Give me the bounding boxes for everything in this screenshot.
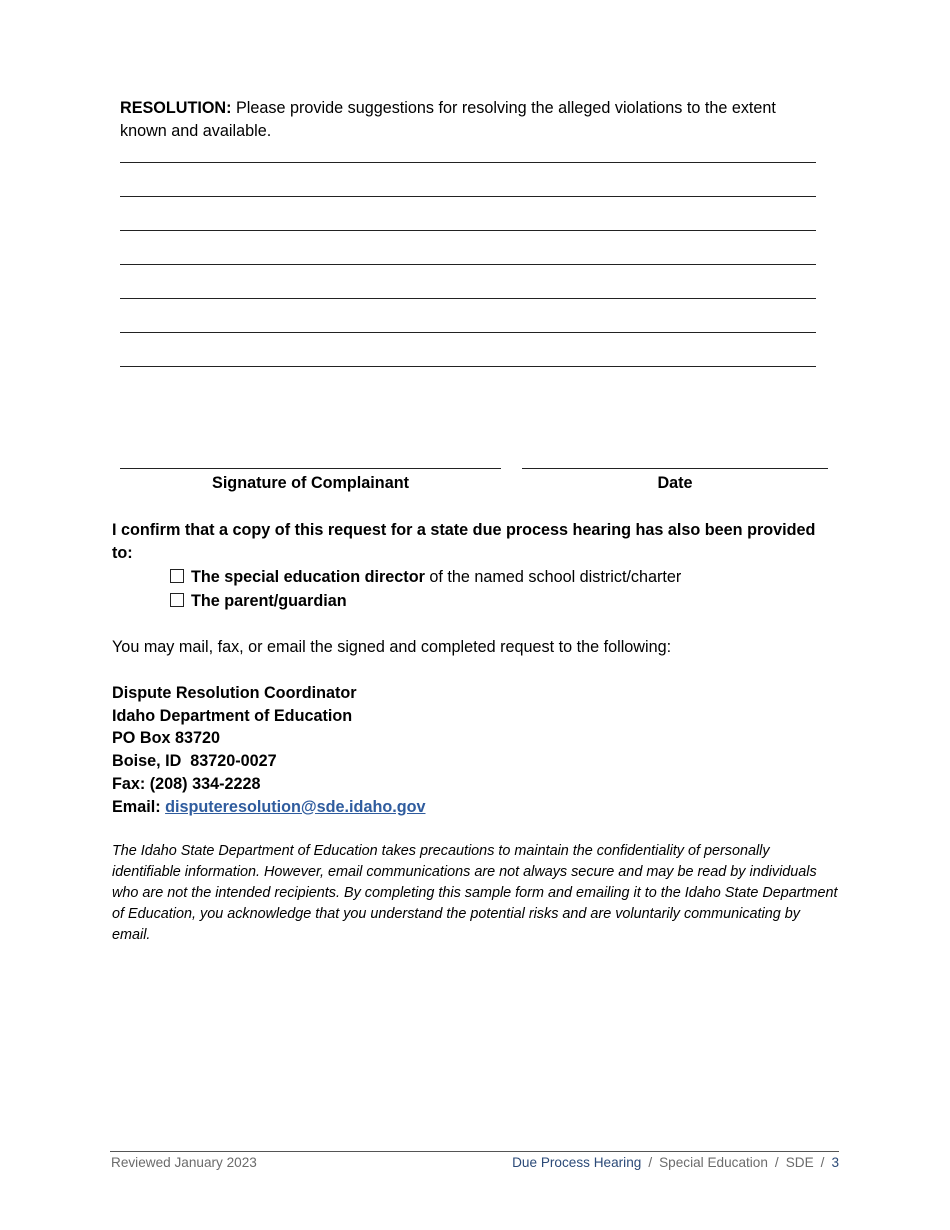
date-label: Date [657,474,693,492]
footer-separator: / [648,1155,653,1170]
resolution-line-5[interactable] [120,298,816,299]
checkbox[interactable] [170,569,184,583]
resolution-line-4[interactable] [120,264,816,265]
resolution-text: Please provide suggestions for resolving the alleged violations to the extent known and available. [120,99,776,140]
footer-org: SDE [785,1155,814,1170]
email-label: Email: [112,797,166,816]
confirm-statement: I confirm that a copy of this request for a state due process hearing has also been provided to: [112,521,816,562]
resolution-line-1[interactable] [120,162,816,163]
date-line[interactable] [522,468,828,469]
resolution-prompt [120,97,820,143]
resolution-line-3[interactable] [120,230,816,231]
address-line-2: Idaho Department of Education [112,706,353,725]
option-parent-guardian[interactable] [170,590,347,613]
address-line-1: Dispute Resolution Coordinator [112,684,357,702]
resolution-line-7[interactable] [120,366,816,367]
privacy-disclaimer: The Idaho State Department of Education takes precautions to maintain the confidentiality of personally identifiable information. However, email communications are not always secure and may be read by individuals who are not the intended recipients. By completing this sample form and emailing it to the Idaho State Department of Education, you acknowledge that you understand the potential risks and are voluntarily communicating by email. [112,843,838,943]
footer-divider [110,1151,839,1152]
resolution-line-6[interactable] [120,332,816,333]
option-rest: of the named school district/charter [424,568,682,586]
option-bold: The parent/guardian [191,592,347,610]
fax-number: Fax: (208) 334-2228 [112,774,261,793]
option-bold: The special education director [191,568,425,586]
option-special-education-director[interactable] [170,566,681,589]
checkbox[interactable] [170,593,184,607]
mailing-address [112,682,426,818]
footer-division: Special Education [659,1155,768,1170]
resolution-label: RESOLUTION: [120,99,232,117]
footer-separator: / [820,1155,825,1170]
email-row [112,796,426,819]
resolution-line-2[interactable] [120,196,816,197]
address-line-4: Boise, ID 83720-0027 [112,752,277,771]
footer-section: Due Process Hearing [512,1155,642,1170]
signature-label: Signature of Complainant [212,474,409,492]
footer-separator: / [774,1155,779,1170]
footer-breadcrumb [512,1155,839,1170]
email-link[interactable]: disputeresolution@sde.idaho.gov [165,797,426,816]
page-number: 3 [831,1155,839,1170]
address-line-3: PO Box 83720 [112,729,220,748]
footer-reviewed-date: Reviewed January 2023 [111,1155,257,1170]
signature-line[interactable] [120,468,501,469]
mail-instructions: You may mail, fax, or email the signed and completed request to the following: [112,638,672,656]
